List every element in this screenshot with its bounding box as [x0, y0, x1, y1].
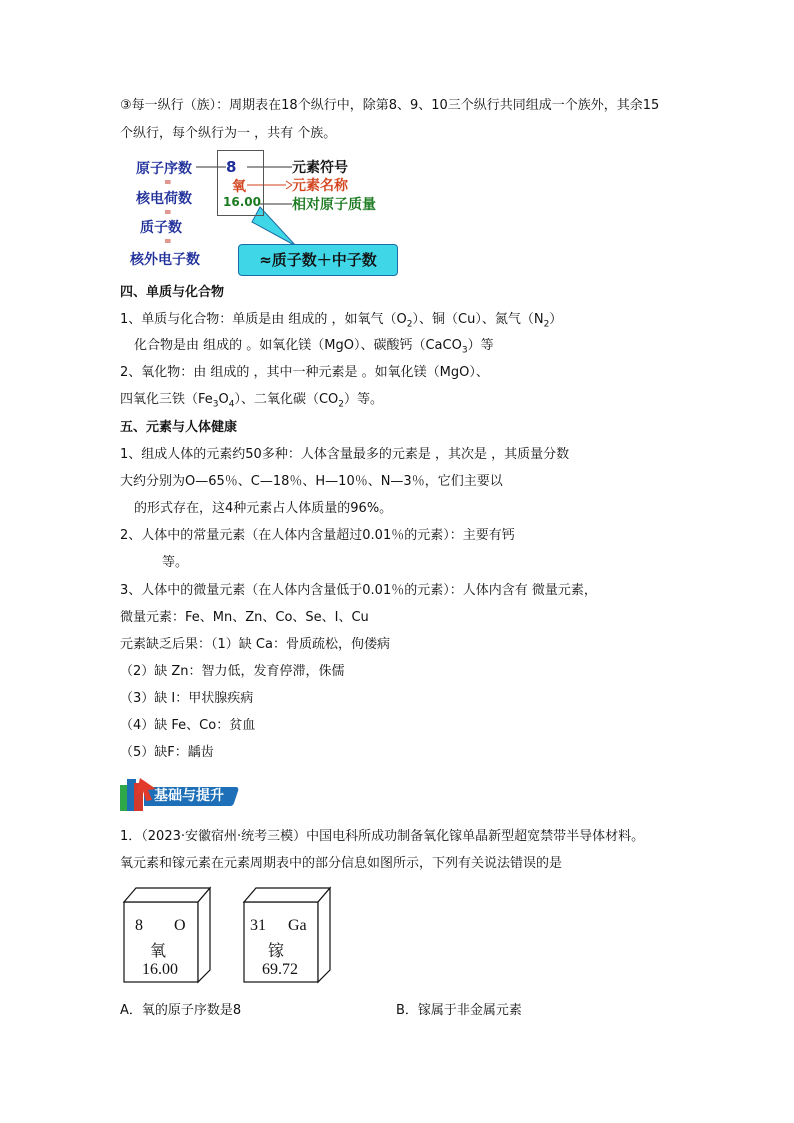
section-4-line-2: 化合物是由 组成的 。如氧化镁（MgO）、碳酸钙（CaCO$_3$）等 [134, 338, 494, 356]
section-5-line-7: 微量元素：Fe、Mn、Zn、Co、Se、I、Cu [120, 610, 369, 625]
banner-title: 基础与提升 [154, 788, 224, 804]
label-proton-count: 质子数 [140, 220, 182, 236]
section-5-title: 五、元素与人体健康 [120, 420, 238, 435]
cube-2-name: 镓 [268, 943, 285, 960]
label-electron-count: 核外电子数 [130, 252, 200, 268]
cube-2-number: 31 [250, 917, 266, 934]
section-5-line-8: 元素缺乏后果：（1）缺 Ca：骨质疏松，佝偻病 [120, 637, 390, 652]
section-4-line-4: 四氧化三铁$(Fe_3O_4)$、二氧化碳$(CO_2)$等。 [120, 392, 384, 410]
section-5-line-2: 大约分别为O—65％、C—18％、H—10％、N—3％，它们主要以 [120, 474, 503, 489]
element-mass: 16.00 [223, 195, 261, 209]
section-5-line-10: （3）缺 I：甲状腺疾病 [120, 691, 254, 706]
label-atomic-number: 原子序数 [136, 161, 192, 177]
element-figure [120, 148, 420, 274]
label-relative-atomic-mass: 相对原子质量 [292, 197, 376, 213]
section-5-line-3: 的形式存在，这4种元素占人体质量的96%。 [134, 501, 393, 516]
intro-line-2: 个纵行，每个纵行为一 ，共有 个族。 [120, 126, 337, 141]
cube-2-symbol: Ga [288, 917, 307, 934]
section-5-line-11: （4）缺 Fe、Co：贫血 [120, 718, 256, 733]
cube-2-mass: 69.72 [262, 961, 298, 978]
element-name: 氧 [232, 179, 246, 195]
section-5-line-1: 1、组成人体的元素约50多种：人体含量最多的元素是 ，其次是 ，其质量分数 [120, 447, 570, 462]
label-element-symbol: 元素符号 [292, 160, 348, 176]
cube-1-symbol: O [174, 917, 186, 934]
section-5-line-4: 2、人体中的常量元素（在人体内含量超过0.01％的元素）：主要有钙 [120, 528, 515, 543]
cube-1-number: 8 [135, 917, 143, 934]
label-nuclear-charge: 核电荷数 [136, 191, 192, 207]
section-4-title: 四、单质与化合物 [120, 285, 225, 300]
option-b: B．镓属于非金属元素 [396, 1003, 522, 1018]
callout-mass-formula: ≈质子数＋中子数 [238, 244, 398, 276]
cube-1-mass: 16.00 [142, 961, 178, 978]
equals-sign: = [164, 178, 172, 188]
section-5-line-9: （2）缺 Zn：智力低，发育停滞，侏儒 [120, 664, 345, 679]
equals-sign: = [164, 208, 172, 218]
section-banner [118, 773, 240, 813]
cube-1-name: 氧 [150, 943, 167, 960]
section-4-line-3: 2、氧化物：由 组成的 ，其中一种元素是 。如氧化镁（MgO）、 [120, 365, 489, 380]
section-5-line-12: （5）缺F：龋齿 [120, 745, 214, 760]
question-line-2: 氧元素和镓元素在元素周期表中的部分信息如图所示，下列有关说法错误的是 [120, 856, 563, 871]
question-line-1: 1．（2023·安徽宿州·统考三模）中国电科所成功制备氧化镓单晶新型超宽禁带半导体材料。 [120, 829, 645, 844]
element-number: 8 [226, 158, 237, 176]
section-5-line-5: 等。 [162, 555, 189, 570]
label-element-name: 元素名称 [292, 178, 348, 194]
section-4-line-1: 1、单质与化合物：单质是由 组成的 ，如氧气$(O_2)$、铜（Cu）、氮气$(N_2)$ [120, 312, 563, 330]
section-5-line-6: 3、人体中的微量元素（在人体内含量低于0.01％的元素）：人体内含有 微量元素， [120, 583, 597, 598]
option-a: A．氧的原子序数是8 [120, 1003, 242, 1018]
intro-line-1: ③每一纵行（族）：周期表在18个纵行中，除第8、9、10三个纵行共同组成一个族外，其余15 [120, 98, 660, 113]
equals-sign: = [164, 237, 172, 247]
